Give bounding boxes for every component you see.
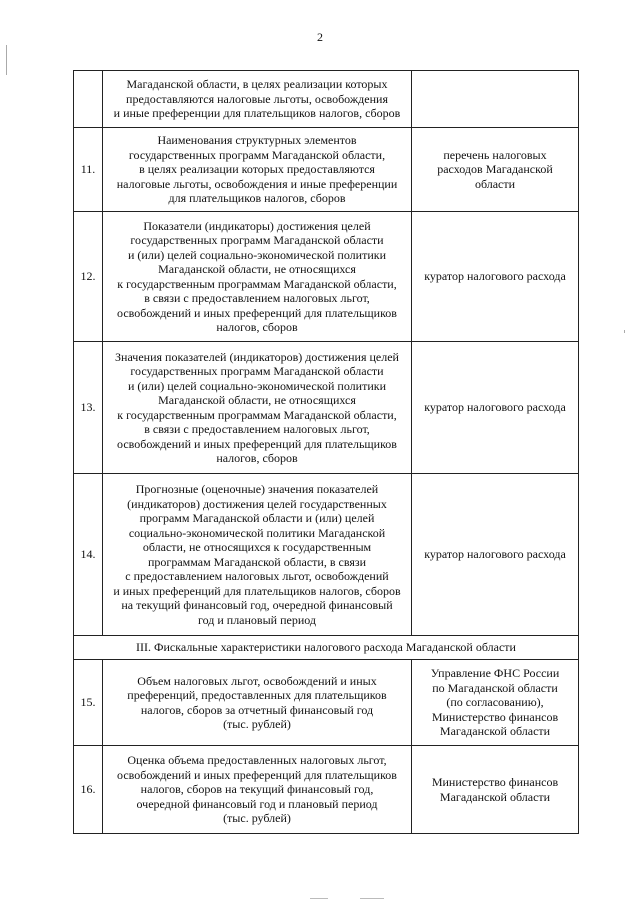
row-source: Управление ФНС России по Магаданской области (по согласованию), Министерство финансов Магаданской области — [412, 660, 579, 746]
margin-mark-left — [6, 45, 7, 75]
section-header: III. Фискальные характеристики налогового расхода Магаданской области — [74, 636, 579, 660]
row-name: Прогнозные (оценочные) значения показателей (индикаторов) достижения целей государственных программ Магаданской области и (или) целей социально-экономической политики Магаданской области, не относящихся к государственным программам Магаданской области, в связи с предоставлением налоговых льгот, освобождений и иных преференций для плательщиков налогов, сборов на текущий финансовый год, очередной финансовый год и плановый период — [103, 474, 412, 636]
scan-edge-mark — [310, 898, 328, 899]
row-name: Магаданской области, в целях реализации которых предоставляются налоговые льготы, освобождения и иные преференции для плательщиков налогов, сборов — [103, 71, 412, 128]
section-header-row — [74, 636, 579, 660]
row-number: 11. — [74, 128, 103, 212]
page-number: 2 — [317, 30, 323, 44]
table-row — [74, 71, 579, 128]
row-number — [74, 71, 103, 128]
table-row — [74, 660, 579, 746]
row-source: куратор налогового расхода — [412, 474, 579, 636]
row-name: Показатели (индикаторы) достижения целей государственных программ Магаданской области и (или) целей социально-экономической политики Магаданской области, не относящихся к государственным программам Магаданской области, в связи с предоставлением налоговых льгот, освобождений и иных преференций для плательщиков налогов, сборов — [103, 212, 412, 342]
margin-mark-right — [624, 330, 625, 333]
table-row — [74, 746, 579, 834]
row-name: Оценка объема предоставленных налоговых льгот, освобождений и иных преференций для плательщиков налогов, сборов на текущий финансовый год, очередной финансовый год и плановый период (тыс. рублей) — [103, 746, 412, 834]
row-name: Значения показателей (индикаторов) достижения целей государственных программ Магаданской области и (или) целей социально-экономической политики Магаданской области, не относящихся к государственным программам Магаданской области, в связи с предоставлением налоговых льгот, освобождений и иных преференций для плательщиков налогов, сборов — [103, 342, 412, 474]
scan-edge-mark — [360, 898, 384, 899]
table-row — [74, 212, 579, 342]
row-source: перечень налоговых расходов Магаданской области — [412, 128, 579, 212]
row-source: куратор налогового расхода — [412, 342, 579, 474]
row-source: куратор налогового расхода — [412, 212, 579, 342]
table-row — [74, 474, 579, 636]
row-number: 13. — [74, 342, 103, 474]
row-number: 14. — [74, 474, 103, 636]
row-name: Наименования структурных элементов государственных программ Магаданской области, в целях реализации которых предоставляются налоговые льготы, освобождения и иные преференции для плательщиков налогов, сборов — [103, 128, 412, 212]
table-row — [74, 342, 579, 474]
row-number: 15. — [74, 660, 103, 746]
row-name: Объем налоговых льгот, освобождений и иных преференций, предоставленных для плательщиков налогов, сборов за отчетный финансовый год (тыс. рублей) — [103, 660, 412, 746]
tax-expense-table — [73, 70, 579, 834]
row-source: Министерство финансов Магаданской области — [412, 746, 579, 834]
row-number: 12. — [74, 212, 103, 342]
row-number: 16. — [74, 746, 103, 834]
table-row — [74, 128, 579, 212]
row-source — [412, 71, 579, 128]
